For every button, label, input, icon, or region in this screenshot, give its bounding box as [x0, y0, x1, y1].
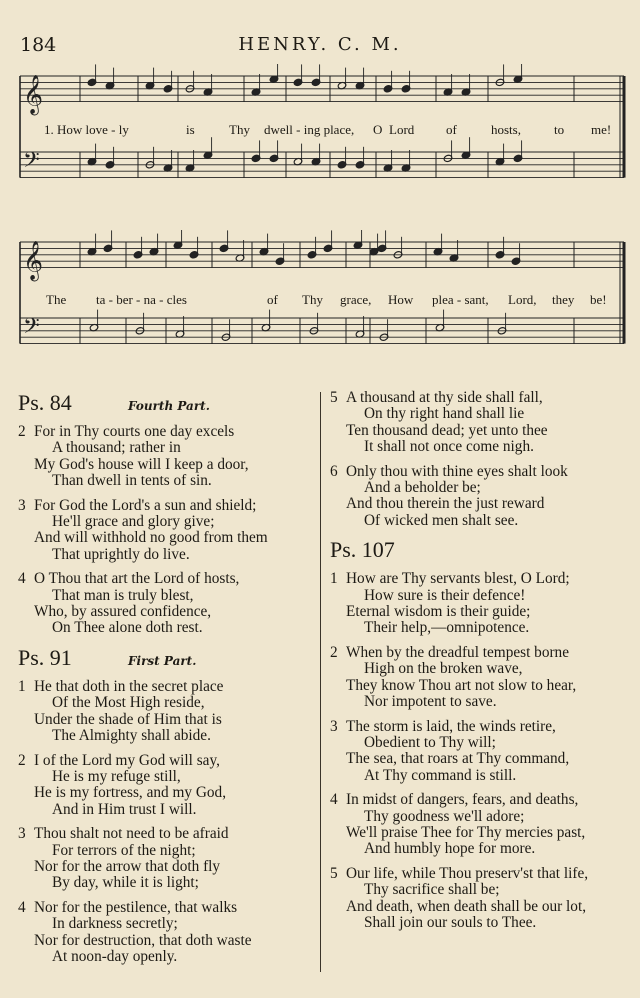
page-number: 184: [20, 34, 57, 56]
lyric: O: [373, 122, 383, 137]
stanza-line: Obedient to Thy will;: [364, 733, 496, 751]
stanza: [330, 719, 630, 785]
stanza: [18, 900, 318, 966]
stanza-number: 6: [330, 462, 338, 480]
psalm-part: First Part.: [128, 653, 197, 668]
stanza-line: [18, 424, 318, 440]
right-column: [330, 390, 630, 939]
stanza-line: [18, 498, 318, 514]
psalm-107-stanzas: [330, 571, 630, 931]
line-text: O Thou that art the Lord of hosts,: [34, 570, 240, 588]
stanza-line: We'll praise Thee for Thy mercies past,: [346, 823, 586, 841]
stanza-line: The sea, that roars at Thy command,: [346, 750, 570, 768]
stanza-line: Shall join our souls to Thee.: [364, 913, 537, 931]
stanza-line: And a beholder be;: [364, 479, 481, 497]
stanza-line: He is my refuge still,: [52, 767, 181, 785]
stanza-line: It shall not once come nigh.: [364, 438, 534, 456]
stanza: [18, 498, 318, 564]
stanza-line: [330, 792, 630, 808]
stanza-line: [330, 464, 630, 480]
lyric: The: [46, 292, 67, 307]
stanza-line: And death, when death shall be our lot,: [346, 897, 587, 915]
lyric: grace,: [340, 292, 372, 307]
line-text: He that doth in the secret place: [34, 677, 224, 695]
psalm-title: Ps. 91: [18, 644, 72, 670]
line-text: When by the dreadful tempest borne: [346, 643, 569, 661]
line-text: Our life, while Thou preserv'st that life,: [346, 864, 589, 882]
stanza-line: They know Thou art not slow to hear,: [346, 676, 577, 694]
lyric: plea - sant,: [432, 292, 489, 307]
line-text: Nor for the pestilence, that walks: [34, 898, 238, 916]
stanza-line: The Almighty shall abide.: [52, 727, 211, 745]
stanza-line: High on the broken wave,: [364, 660, 523, 678]
stanza-number: 4: [18, 898, 26, 916]
line-text: Thou shalt not need to be afraid: [34, 825, 229, 843]
stanza-line: A thousand; rather in: [52, 439, 181, 457]
stanza-line: He'll grace and glory give;: [52, 513, 215, 531]
left-column: [18, 390, 318, 973]
line-text: A thousand at thy side shall fall,: [346, 389, 543, 406]
lyric: hosts,: [491, 122, 521, 137]
bass-clef-icon: 𝄢: [23, 148, 40, 179]
stanza-number: 1: [330, 570, 338, 588]
stanza-number: 3: [330, 717, 338, 735]
stanza-line: My God's house will I keep a door,: [34, 455, 249, 473]
tune-title: HENRY. C. M.: [238, 34, 402, 55]
stanza-line: On Thee alone doth rest.: [52, 619, 203, 637]
stanza-line: [330, 390, 630, 406]
psalm-title: Ps. 84: [18, 390, 72, 415]
stanza-line: Who, by assured confidence,: [34, 603, 212, 621]
lyric: they: [552, 292, 575, 307]
stanza-line: And will withhold no good from them: [34, 529, 268, 547]
stanza-line: And in Him trust I will.: [52, 800, 197, 818]
stanza-number: 2: [330, 643, 338, 661]
stanza-line: How sure is their defence!: [364, 586, 526, 604]
line-text: For in Thy courts one day excels: [34, 423, 235, 440]
lyric: be!: [590, 292, 607, 307]
stanza-number: 2: [18, 751, 26, 769]
page-header: [0, 32, 640, 60]
lyric: of: [267, 292, 278, 307]
stanza: [330, 571, 630, 637]
stanza-line: Than dwell in tents of sin.: [52, 472, 212, 490]
line-text: How are Thy servants blest, O Lord;: [346, 570, 570, 588]
stanza-number: 5: [330, 389, 338, 406]
stanza: [330, 645, 630, 711]
stanza-line: [330, 719, 630, 735]
stanza-line: Ten thousand dead; yet unto thee: [346, 421, 548, 439]
stanza: [330, 390, 630, 456]
stanza-number: 4: [18, 570, 26, 588]
stanza-line: [18, 900, 318, 916]
treble-clef-icon: 𝄞: [23, 74, 44, 115]
stanza: [330, 464, 630, 530]
stanza-line: And humbly hope for more.: [364, 840, 536, 858]
stanza-number: 1: [18, 677, 26, 695]
stanza-number: 3: [18, 825, 26, 843]
stanza-line: By day, while it is light;: [52, 874, 199, 892]
lyric: Thy: [229, 122, 250, 137]
stanza: [330, 866, 630, 932]
stanza: [18, 424, 318, 490]
lyric: ta - ber - na - cles: [96, 292, 187, 307]
stanza-line: For terrors of the night;: [52, 841, 196, 859]
psalm-heading: [18, 645, 318, 679]
stanza-line: [18, 826, 318, 842]
stanza-line: [18, 753, 318, 769]
stanza-line: Nor for destruction, that doth waste: [34, 931, 252, 949]
stanza-line: [18, 571, 318, 587]
music-system-2: [18, 230, 630, 370]
stanza-line: That man is truly blest,: [52, 586, 194, 604]
line-text: I of the Lord my God will say,: [34, 751, 220, 769]
lyric: Thy: [302, 292, 323, 307]
stanza: [18, 679, 318, 745]
stanza-line: Thy sacrifice shall be;: [364, 881, 500, 899]
stanza-line: That uprightly do live.: [52, 545, 190, 563]
stanza-line: [18, 679, 318, 695]
stanza-line: At Thy command is still.: [364, 766, 517, 784]
stanza-line: At noon-day openly.: [52, 947, 178, 965]
stanza-line: In darkness secretly;: [52, 915, 178, 933]
music-system-1: [18, 64, 630, 204]
stanza-line: Thy goodness we'll adore;: [364, 807, 525, 825]
stanza-line: [330, 866, 630, 882]
stanza-line: He is my fortress, and my God,: [34, 784, 227, 802]
column-divider: [320, 392, 321, 972]
stanza-line: Nor impotent to save.: [364, 693, 497, 711]
line-text: For God the Lord's a sun and shield;: [34, 496, 257, 514]
bass-clef-icon: 𝄢: [23, 314, 40, 345]
lyric: of: [446, 122, 457, 137]
lyric: How: [388, 292, 414, 307]
psalm-91-stanzas: [18, 679, 318, 966]
stanza: [18, 753, 318, 819]
stanza-number: 4: [330, 791, 338, 809]
line-text: In midst of dangers, fears, and deaths,: [346, 791, 579, 809]
stanza-line: Their help,—omnipotence.: [364, 619, 530, 637]
stanza: [18, 571, 318, 637]
lyric: Lord: [389, 122, 415, 137]
stanza-number: 5: [330, 864, 338, 882]
lyric: Lord,: [508, 292, 537, 307]
stanza: [330, 792, 630, 858]
psalm-part: Fourth Part.: [128, 399, 210, 413]
psalm-84-stanzas: [18, 424, 318, 637]
psalm-91-continued-stanzas: [330, 390, 630, 529]
stanza: [18, 826, 318, 892]
stanza-line: Eternal wisdom is their guide;: [346, 603, 531, 621]
lyric: dwell - ing place,: [264, 122, 355, 137]
treble-clef-icon: 𝄞: [23, 240, 44, 281]
psalm-heading: [18, 390, 318, 424]
lyric: to: [554, 122, 565, 137]
stanza-line: And thou therein the just reward: [346, 495, 545, 513]
stanza-line: Nor for the arrow that doth fly: [34, 857, 221, 875]
stanza-line: Of wicked men shalt see.: [364, 511, 519, 529]
psalm-title: Ps. 107: [330, 537, 395, 563]
stanza-line: On thy right hand shall lie: [364, 405, 525, 423]
lyric: 1. How love - ly: [44, 122, 129, 137]
stanza-line: [330, 571, 630, 587]
lyric: me!: [591, 122, 612, 137]
lyric: is: [186, 122, 195, 137]
line-text: Only thou with thine eyes shalt look: [346, 462, 568, 480]
stanza-number: 2: [18, 423, 26, 440]
stanza-line: Under the shade of Him that is: [34, 710, 222, 728]
stanza-line: [330, 645, 630, 661]
line-text: The storm is laid, the winds retire,: [346, 717, 556, 735]
stanza-line: Of the Most High reside,: [52, 694, 205, 712]
psalm-heading: [330, 537, 630, 571]
stanza-number: 3: [18, 496, 26, 514]
